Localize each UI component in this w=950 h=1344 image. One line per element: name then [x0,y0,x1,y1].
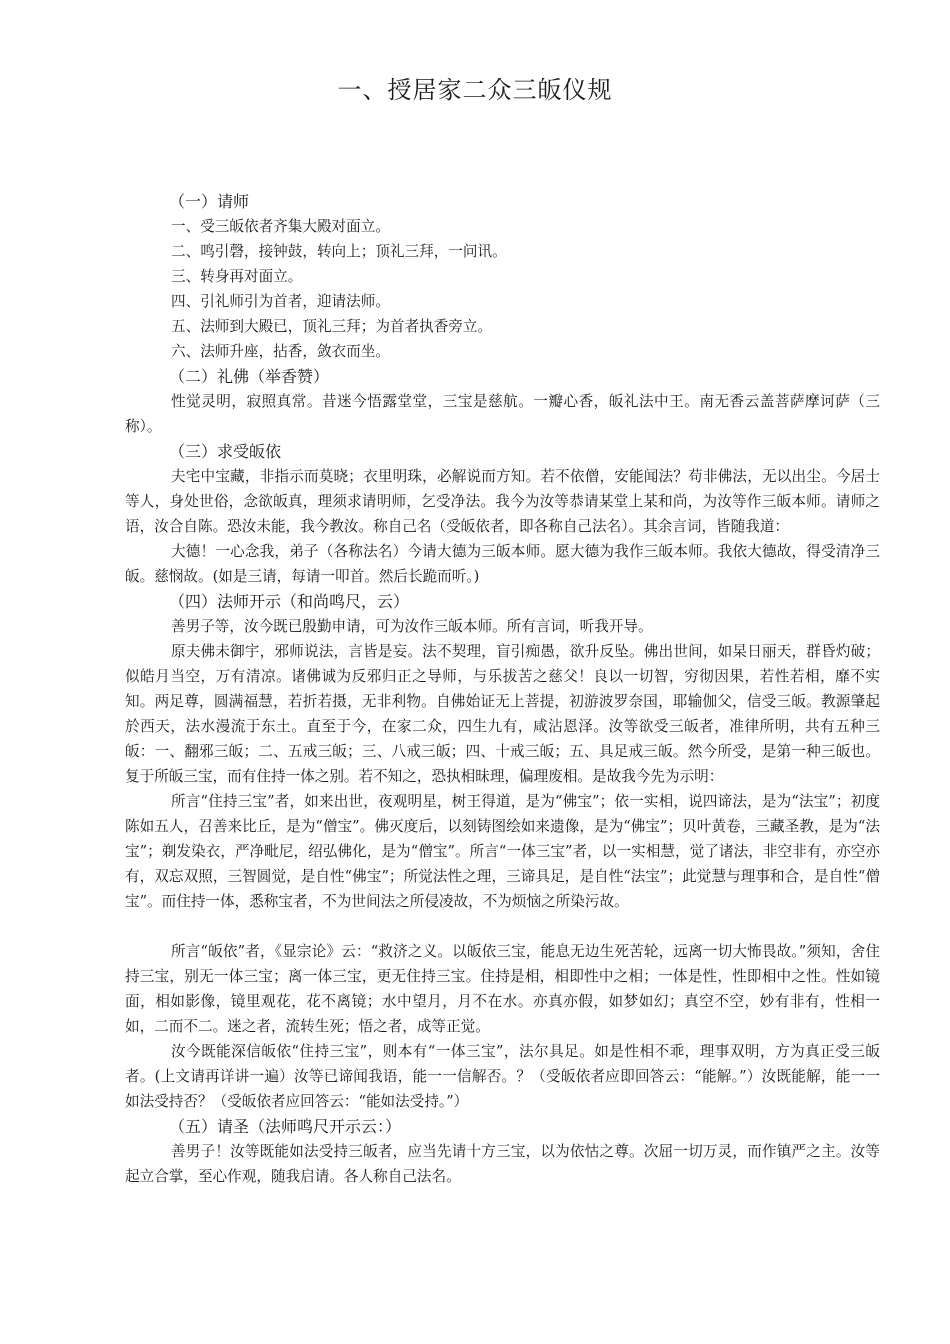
paragraph: 汝今既能深信皈依“住持三宝”，则本有“一体三宝”，法尔具足。如是性相不乖，理事双明，方为真正受三皈者。(上文请再详讲一遍）汝等已谛闻我语，能一一信解否。？（受皈依者应即回答云：“能解。”）汝既能解，能一一如法受持否？（受皈依者应回答云：“能如法受持。”） [125,1043,880,1110]
step-item: 四、引礼师引为首者，迎请法师。 [171,293,390,310]
paragraph: 善男子等，汝今既已殷勤申请，可为汝作三皈本师。所有言词，听我开导。 [171,618,653,635]
section-heading-worship-buddha: （二）礼佛（举香赞） [169,367,330,386]
document-body [125,189,880,1189]
paragraph: 所言“住持三宝”者，如来出世，夜观明星，树王得道，是为“佛宝”；依一实相，说四谛法，是为“法宝”；初度陈如五人，召善来比丘，是为“僧宝”。佛灭度后，以刻铸图绘如来遗像，是为“佛宝”；贝叶黄卷，三藏圣教，是为“法宝”；剃发染衣，严净毗尼，绍弘佛化，是为“僧宝”。所言“一体三宝”者，以一实相慧，觉了诸法，非空非有，亦空亦有，双忘双照，三智圆觉，是自性“佛宝”；所觉法性之理，三谛具足，是自性“法宝”；此觉慧与理事和合，是自性“僧宝”。而住持一体，悉称宝者，不为世间法之所侵凌故，不为烦恼之所染污故。 [125,793,880,910]
step-item: 二、鸣引磬，接钟鼓，转向上；顶礼三拜，一问讯。 [171,243,507,260]
paragraph: 所言“皈依”者，《显宗论》云：“救济之义。以皈依三宝，能息无边生死苦轮，远离一切大怖畏故。”须知，舍住持三宝，别无一体三宝；离一体三宝，更无住持三宝。住持是相，相即性中之相；一体是性，性即相中之性。性如镜面，相如影像，镜里观花，花不离镜；水中望月，月不在水。亦真亦假，如梦如幻；真空不空，妙有非有，性相一如，二而不二。迷之者，流转生死；悟之者，成等正觉。 [125,943,880,1035]
paragraph: 善男子！汝等既能如法受持三皈者，应当先请十方三宝，以为依怙之尊。次屈一切万灵，而作镇严之主。汝等起立合掌，至心作观，随我启请。各人称自己法名。 [125,1143,880,1185]
step-item: 五、法师到大殿已，顶礼三拜；为首者执香旁立。 [171,318,493,335]
paragraph: 夫宅中宝藏，非指示而莫晓；衣里明珠，必解说而方知。若不依僧，安能闻法？苟非佛法，无以出尘。今居士等人，身处世俗，念欲皈真，理须求请明师，乞受净法。我今为汝等恭请某堂上某和尚，为汝等作三皈本师。请师之语，汝合自陈。恐汝未能，我今教汝。称自己名（受皈依者，即各称自己法名）。其余言词，皆随我道： [125,468,880,535]
section-heading-invite-master: （一）请师 [169,192,250,211]
section-heading-master-instruction: （四）法师开示（和尚鸣尺，云） [169,592,410,611]
step-item: 六、法师升座，拈香，敛衣而坐。 [171,343,390,360]
paragraph-gap [125,914,880,939]
paragraph: 大德！一心念我，弟子（各称法名）今请大德为三皈本师。愿大德为我作三皈本师。我依大德故，得受清净三皈。慈悯故。(如是三请，每请一叩首。然后长跪而听。) [125,543,880,585]
paragraph: 原夫佛未御宇，邪师说法，言皆是妄。法不契理，盲引痴愚，欲升反坠。佛出世间，如杲日丽天，群昏灼破；似皓月当空，万有清凉。诸佛诚为反邪归正之导师，与乐拔苦之慈父！良以一切智，穷彻因果，若性若相，靡不实知。两足尊，圆满福慧，若折若摄，无非利物。自佛始证无上菩提，初游波罗奈国，耶输伽父，信受三皈。教源肇起於西天，法水漫流于东土。直至于今，在家二众，四生九有，咸沾恩泽。汝等欲受三皈者，准律所明，共有五种三皈：一、翻邪三皈；二、五戒三皈；三、八戒三皈；四、十戒三皈；五、具足戒三皈。然今所受，是第一种三皈也。复于所皈三宝，而有住持一体之别。若不知之，恐执相昧理，偏理废相。是故我今先为示明： [125,643,880,785]
paragraph: 性觉灵明，寂照真常。昔迷今悟露堂堂，三宝是慈航。一瓣心香，皈礼法中王。南无香云盖菩萨摩诃萨（三称）。 [125,393,880,435]
section-heading-request-refuge: （三）求受皈依 [169,442,282,461]
page-title: 一、授居家二众三皈仪规 [337,76,613,104]
section-heading-invite-saints: （五）请圣（法师鸣尺开示云：） [169,1117,402,1136]
step-item: 一、受三皈依者齐集大殿对面立。 [171,218,390,235]
step-item: 三、转身再对面立。 [171,268,303,285]
